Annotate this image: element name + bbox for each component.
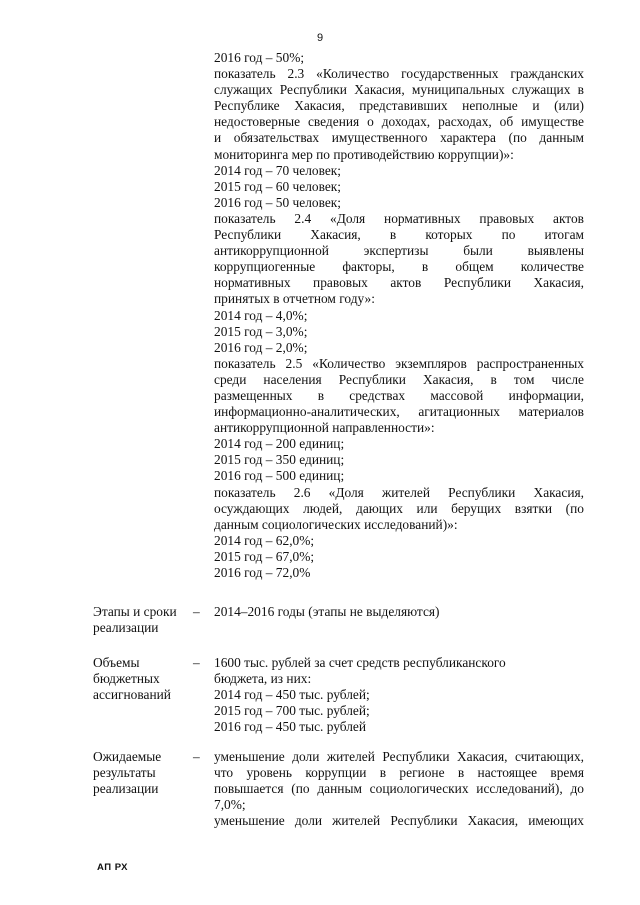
text-line: 2014 год – 4,0%; bbox=[214, 307, 308, 323]
text-line: 2016 год – 50 человек; bbox=[214, 194, 342, 210]
text-line: показатель 2.6 «Доля жителей Республики Хакасия, bbox=[214, 484, 584, 500]
section-dash: – bbox=[193, 604, 200, 619]
section-label bbox=[93, 604, 193, 636]
text-line: 2014 год – 450 тыс. рублей; bbox=[214, 687, 370, 703]
text-line: осуждающих людей, дающих или берущих взятки (по bbox=[214, 500, 584, 516]
text-line: 2016 год – 50%; bbox=[214, 50, 305, 65]
text-line: принятых в отчетном году»: bbox=[214, 291, 375, 307]
label-line: ассигнований bbox=[93, 687, 171, 703]
section-text bbox=[214, 749, 584, 829]
text-line: 1600 тыс. рублей за счет средств республиканского bbox=[214, 655, 506, 670]
label-line: результаты bbox=[93, 765, 156, 781]
text-line: размещенных в средствах массовой информации, bbox=[214, 387, 584, 403]
text-line: Республике Хакасия, представивших неполные и (или) bbox=[214, 98, 584, 114]
text-line: антикоррупционной направленности»: bbox=[214, 420, 435, 436]
text-line: Республики Хакасия, в которых по итогам bbox=[214, 227, 584, 243]
text-line: и обязательствах имущественного характера (по данным bbox=[214, 130, 584, 146]
text-line: недостоверные сведения о доходах, расходах, об имуществе bbox=[214, 114, 584, 130]
text-line: 2014 год – 62,0%; bbox=[214, 532, 315, 548]
text-line: 2016 год – 72,0% bbox=[214, 565, 311, 580]
text-line: уменьшение доли жителей Республики Хакасия, считающих, bbox=[214, 749, 584, 764]
indicators-block bbox=[214, 50, 584, 581]
text-line: бюджета, из них: bbox=[214, 671, 312, 687]
text-line: нормативных правовых актов Республики Хакасия, bbox=[214, 275, 584, 291]
section-text bbox=[214, 604, 584, 620]
text-line: служащих Республики Хакасия, муниципальных служащих в bbox=[214, 82, 584, 98]
text-line: 2014 год – 70 человек; bbox=[214, 162, 342, 178]
text-line: 7,0%; bbox=[214, 797, 246, 813]
text-line: данным социологических исследований)»: bbox=[214, 516, 458, 532]
section-label bbox=[93, 749, 193, 797]
label-line: реализации bbox=[93, 781, 159, 797]
text-line: антикоррупционной экспертизы были выявлены bbox=[214, 243, 584, 259]
text-line: 2016 год – 500 единиц; bbox=[214, 468, 345, 484]
label-line: Объемы bbox=[93, 655, 140, 670]
footer-mark: АП РХ bbox=[97, 862, 129, 873]
page-number: 9 bbox=[316, 32, 324, 44]
label-line: Этапы и сроки bbox=[93, 604, 177, 619]
text-line: 2015 год – 3,0%; bbox=[214, 323, 308, 339]
section-text bbox=[214, 655, 584, 735]
section-dash: – bbox=[193, 655, 200, 670]
text-line: мониторинга мер по противодействию коррупции)»: bbox=[214, 146, 514, 162]
text-line: 2015 год – 60 человек; bbox=[214, 178, 342, 194]
text-line: 2015 год – 700 тыс. рублей; bbox=[214, 703, 370, 719]
text-line: уменьшение доли жителей Республики Хакасия, имеющих bbox=[214, 813, 584, 829]
text-line: показатель 2.5 «Количество экземпляров распространенных bbox=[214, 355, 584, 371]
text-line: что уровень коррупции в регионе в настоящее время bbox=[214, 765, 584, 781]
label-line: Ожидаемые bbox=[93, 749, 162, 764]
label-line: реализации bbox=[93, 620, 159, 636]
text-line: 2016 год – 2,0%; bbox=[214, 339, 308, 355]
section-label bbox=[93, 655, 193, 703]
text-line: 2015 год – 350 единиц; bbox=[214, 452, 345, 468]
text-line: 2015 год – 67,0%; bbox=[214, 548, 315, 564]
text-line: 2014–2016 годы (этапы не выделяются) bbox=[214, 604, 440, 619]
text-line: коррупциогенные факторы, в общем количестве bbox=[214, 259, 584, 275]
text-line: показатель 2.4 «Доля нормативных правовых актов bbox=[214, 210, 584, 226]
text-line: 2016 год – 450 тыс. рублей bbox=[214, 719, 367, 735]
section-dash: – bbox=[193, 749, 200, 764]
text-line: информационно-аналитических, агитационных материалов bbox=[214, 404, 584, 420]
text-line: повышается (по данным социологических исследований), до bbox=[214, 781, 584, 797]
text-line: среди населения Республики Хакасия, в том числе bbox=[214, 371, 584, 387]
text-line: 2014 год – 200 единиц; bbox=[214, 436, 345, 452]
text-line: показатель 2.3 «Количество государственных гражданских bbox=[214, 66, 584, 82]
label-line: бюджетных bbox=[93, 671, 160, 687]
